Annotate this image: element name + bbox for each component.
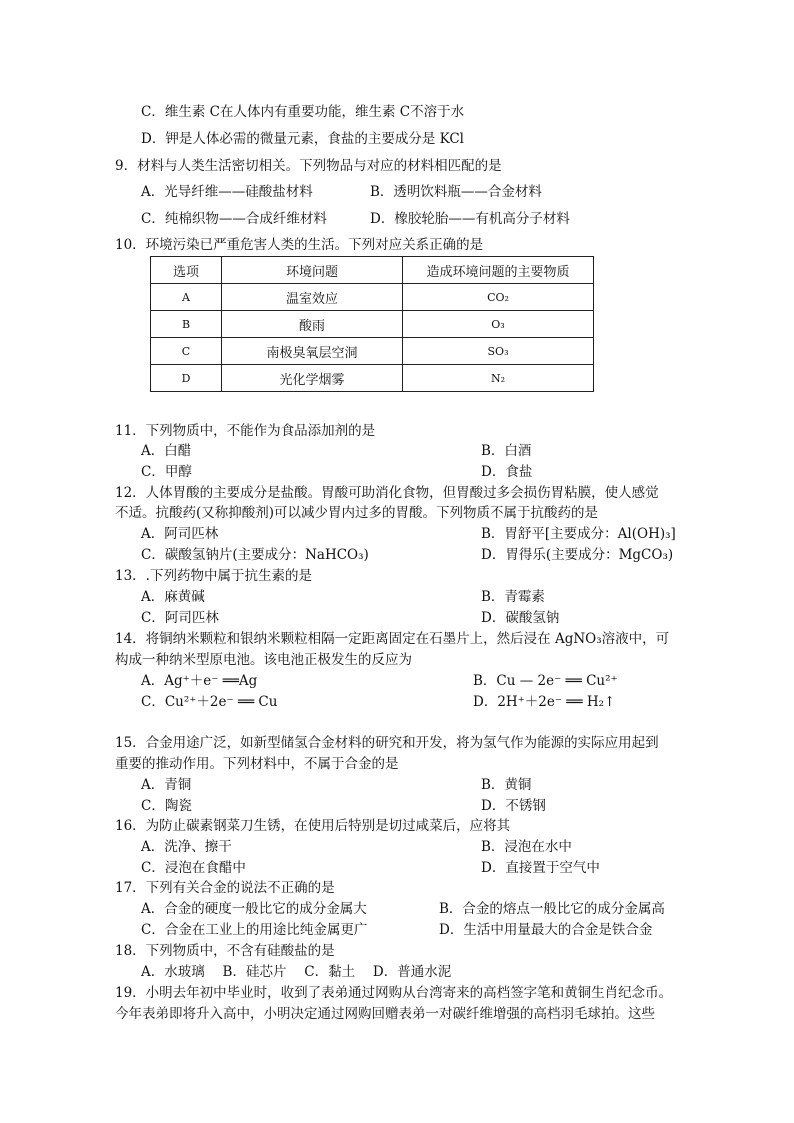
q15-option-d: D．不锈钢 — [481, 798, 546, 814]
q9-option-a: A．光导纤维——硅酸盐材料 — [141, 184, 313, 200]
q17-option-b: B．合金的熔点一般比它的成分金属高 — [439, 901, 665, 917]
q9-option-c: C．纯棉织物——合成纤维材料 — [141, 211, 327, 227]
q15-option-c: C．陶瓷 — [141, 798, 192, 814]
table-cell-problem: 南极臭氧层空洞 — [222, 338, 403, 365]
q14-stem-line2: 构成一种纳米型原电池。该电池正极发生的反应为 — [115, 652, 412, 668]
q12-option-a: A．阿司匹林 — [141, 526, 219, 542]
q9-stem: 9．材料与人类生活密切相关。下列物品与对应的材料相匹配的是 — [115, 158, 502, 174]
q19-stem-line2: 今年表弟即将升入高中，小明决定通过网购回赠表弟一对碳纤维增强的高档羽毛球拍。这些 — [115, 1006, 655, 1022]
q10-stem: 10．环境污染已严重危害人类的生活。下列对应关系正确的是 — [115, 237, 484, 253]
environment-table — [150, 256, 594, 392]
q11-option-a: A．白醋 — [141, 443, 192, 459]
q15-stem-line1: 15．合金用途广泛，如新型储氢合金材料的研究和开发，将为氢气作为能源的实际应用起到 — [115, 735, 659, 751]
table-cell-substance: CO₂ — [403, 284, 594, 311]
q14-option-c: C．Cu²⁺＋2e⁻ ══ Cu — [141, 694, 278, 710]
q15-option-a: A．青铜 — [141, 777, 192, 793]
table-cell-option: C — [151, 338, 222, 365]
q14-stem-line1: 14．将铜纳米颗粒和银纳米颗粒相隔一定距离固定在石墨片上，然后浸在 AgNO₃溶液中，可 — [115, 631, 670, 647]
table-header-substance: 造成环境问题的主要物质 — [403, 257, 594, 284]
q16-stem: 16．为防止碳素钢菜刀生锈，在使用后特别是切过咸菜后，应将其 — [115, 818, 511, 834]
q17-stem: 17．下列有关合金的说法不正确的是 — [115, 880, 335, 896]
q12-option-b: B．胃舒平[主要成分：Al(OH)₃] — [481, 526, 676, 542]
q17-option-c: C．合金在工业上的用途比纯金属更广 — [141, 922, 368, 938]
q12-stem-line2: 不适。抗酸药(又称抑酸剂)可以减少胃内过多的胃酸。下列物质不属于抗酸药的是 — [115, 505, 599, 521]
table-header-row — [151, 257, 594, 284]
q13-stem: 13．.下列药物中属于抗生素的是 — [115, 568, 312, 584]
table-row — [151, 338, 594, 365]
q19-stem-line1: 19．小明去年初中毕业时，收到了表弟通过网购从台湾寄来的高档签字笔和黄铜生肖纪念币。 — [115, 985, 673, 1001]
q11-stem: 11．下列物质中，不能作为食品添加剂的是 — [115, 423, 376, 439]
q16-option-d: D．直接置于空气中 — [481, 860, 600, 876]
table-cell-substance: SO₃ — [403, 338, 594, 365]
table-header-option: 选项 — [151, 257, 222, 284]
q14-option-d: D．2H⁺＋2e⁻ ══ H₂↑ — [473, 694, 616, 710]
table-cell-problem: 酸雨 — [222, 311, 403, 338]
q15-option-b: B．黄铜 — [481, 777, 532, 793]
table-row — [151, 311, 594, 338]
q8-option-c: C．维生素 C在人体内有重要功能，维生素 C不溶于水 — [141, 104, 465, 120]
q9-option-b: B．透明饮料瓶——合金材料 — [370, 184, 542, 200]
table-cell-substance: N₂ — [403, 365, 594, 392]
q17-option-a: A．合金的硬度一般比它的成分金属大 — [141, 901, 367, 917]
q17-option-d: D．生活中用量最大的合金是铁合金 — [439, 922, 653, 938]
table-cell-substance: O₃ — [403, 311, 594, 338]
table-header-problem: 环境问题 — [222, 257, 403, 284]
q13-option-b: B．青霉素 — [481, 589, 545, 605]
table-row — [151, 365, 594, 392]
table-cell-option: B — [151, 311, 222, 338]
q11-option-c: C．甲醇 — [141, 464, 192, 480]
q18-stem: 18．下列物质中，不含有硅酸盐的是 — [115, 943, 335, 959]
q15-stem-line2: 重要的推动作用。下列材料中，不属于合金的是 — [115, 756, 399, 772]
q16-option-c: C．浸泡在食醋中 — [141, 860, 246, 876]
q12-stem-line1: 12．人体胃酸的主要成分是盐酸。胃酸可助消化食物，但胃酸过多会损伤胃粘膜，使人感觉 — [115, 485, 659, 501]
q13-option-a: A．麻黄碱 — [141, 589, 205, 605]
table-cell-problem: 光化学烟雾 — [222, 365, 403, 392]
q12-option-c: C．碳酸氢钠片(主要成分：NaHCO₃) — [141, 547, 369, 563]
q8-option-d: D．钾是人体必需的微量元素，食盐的主要成分是 KCl — [141, 131, 464, 147]
table-row — [151, 284, 594, 311]
table-cell-option: A — [151, 284, 222, 311]
q13-option-c: C．阿司匹林 — [141, 610, 219, 626]
q9-option-d: D．橡胶轮胎——有机高分子材料 — [370, 211, 570, 227]
q11-option-b: B．白酒 — [481, 443, 532, 459]
q14-option-b: B．Cu — 2e⁻ ══ Cu²⁺ — [473, 673, 618, 689]
q18-options: A．水玻璃 B．硅芯片 C．黏土 D．普通水泥 — [141, 964, 452, 980]
table-cell-option: D — [151, 365, 222, 392]
q12-option-d: D．胃得乐(主要成分：MgCO₃) — [481, 547, 674, 563]
q13-option-d: D．碳酸氢钠 — [481, 610, 560, 626]
q16-option-a: A．洗净、擦干 — [141, 839, 232, 855]
q16-option-b: B．浸泡在水中 — [481, 839, 572, 855]
q14-option-a: A．Ag⁺＋e⁻ ══Ag — [141, 673, 258, 689]
table-cell-problem: 温室效应 — [222, 284, 403, 311]
q11-option-d: D．食盐 — [481, 464, 533, 480]
